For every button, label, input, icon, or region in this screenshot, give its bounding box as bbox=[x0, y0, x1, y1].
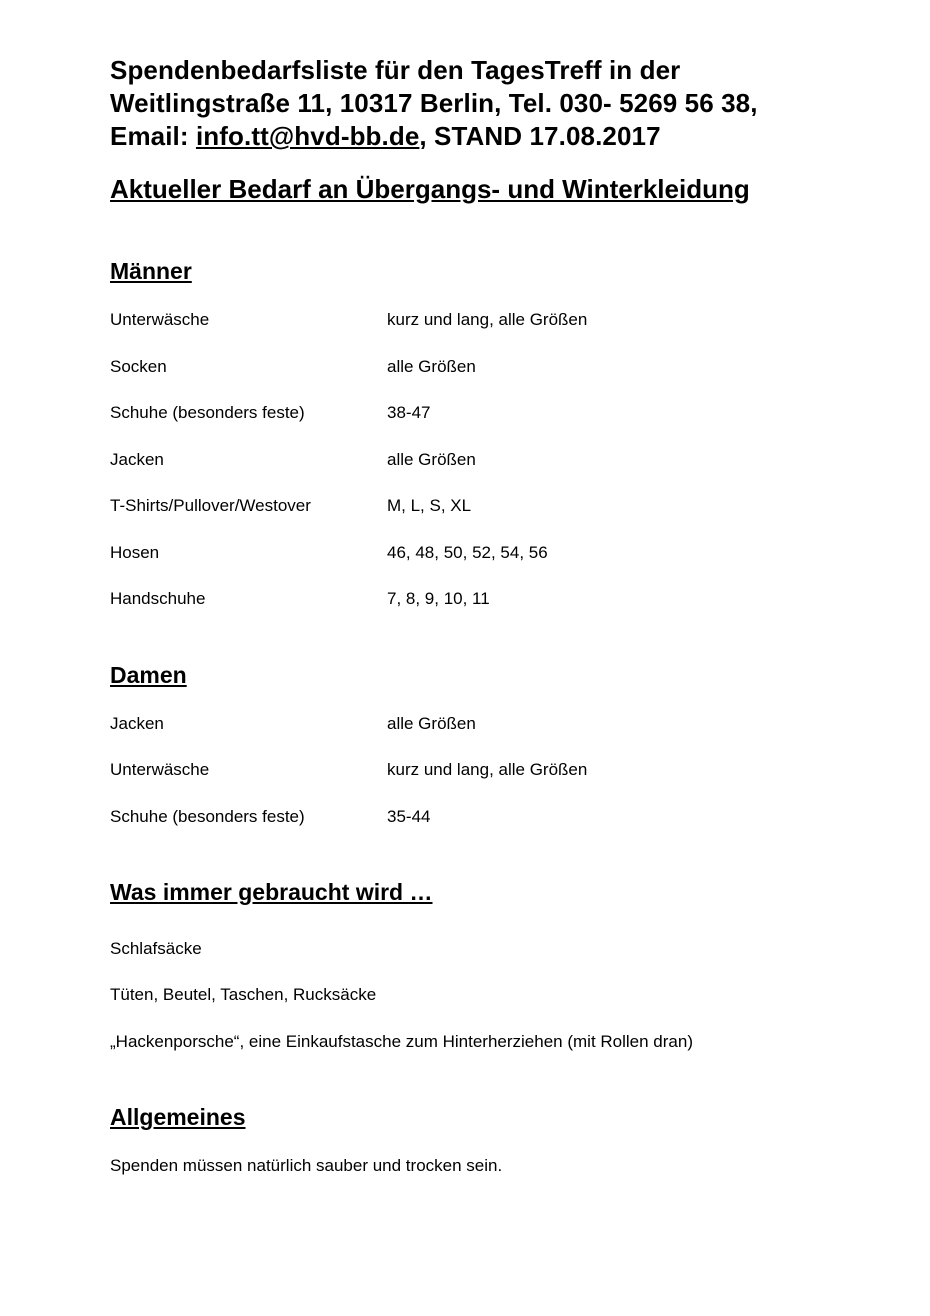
item-size: kurz und lang, alle Größen bbox=[387, 310, 588, 329]
title-line-2: Weitlingstraße 11, 10317 Berlin, Tel. 030- 5269 56 38, bbox=[110, 88, 758, 118]
item-name: Unterwäsche bbox=[110, 760, 210, 779]
section-heading-immer: Was immer gebraucht wird … bbox=[110, 879, 433, 905]
section-heading-damen: Damen bbox=[110, 662, 187, 688]
item-name: Jacken bbox=[110, 450, 164, 469]
general-note: Spenden müssen natürlich sauber und trocken sein. bbox=[110, 1156, 503, 1175]
item-size: alle Größen bbox=[387, 450, 476, 469]
item-size: alle Größen bbox=[387, 357, 476, 376]
item-size: 35-44 bbox=[387, 807, 431, 826]
item-size: kurz und lang, alle Größen bbox=[387, 760, 588, 779]
title-line-1: Spendenbedarfsliste für den TagesTreff in der bbox=[110, 55, 681, 85]
item-name: Unterwäsche bbox=[110, 310, 210, 329]
item-name: Jacken bbox=[110, 714, 164, 733]
item-size: M, L, S, XL bbox=[387, 496, 472, 515]
item-size: 38-47 bbox=[387, 403, 431, 422]
list-item: „Hackenporsche“, eine Einkaufstasche zum Hinterherziehen (mit Rollen dran) bbox=[110, 1032, 693, 1051]
item-size: 46, 48, 50, 52, 54, 56 bbox=[387, 543, 548, 562]
list-item: Schlafsäcke bbox=[110, 939, 202, 958]
item-name: T-Shirts/Pullover/Westover bbox=[110, 496, 311, 515]
list-item: Tüten, Beutel, Taschen, Rucksäcke bbox=[110, 985, 377, 1004]
email-link[interactable]: info.tt@hvd-bb.de bbox=[195, 121, 420, 151]
stand-date: , STAND 17.08.2017 bbox=[419, 121, 661, 151]
section-heading-maenner: Männer bbox=[110, 258, 192, 284]
email-prefix: Email: bbox=[110, 121, 196, 151]
item-name: Socken bbox=[110, 357, 167, 376]
item-size: 7, 8, 9, 10, 11 bbox=[387, 589, 490, 608]
section-heading-allgemeines: Allgemeines bbox=[110, 1104, 246, 1130]
item-name: Hosen bbox=[110, 543, 160, 562]
item-name: Schuhe (besonders feste) bbox=[110, 403, 305, 422]
item-name: Schuhe (besonders feste) bbox=[110, 807, 305, 826]
title-line-3 bbox=[110, 120, 870, 153]
document-title bbox=[110, 54, 870, 153]
subtitle-heading: Aktueller Bedarf an Übergangs- und Winterkleidung bbox=[110, 174, 750, 204]
item-name: Handschuhe bbox=[110, 589, 206, 608]
item-size: alle Größen bbox=[387, 714, 476, 733]
